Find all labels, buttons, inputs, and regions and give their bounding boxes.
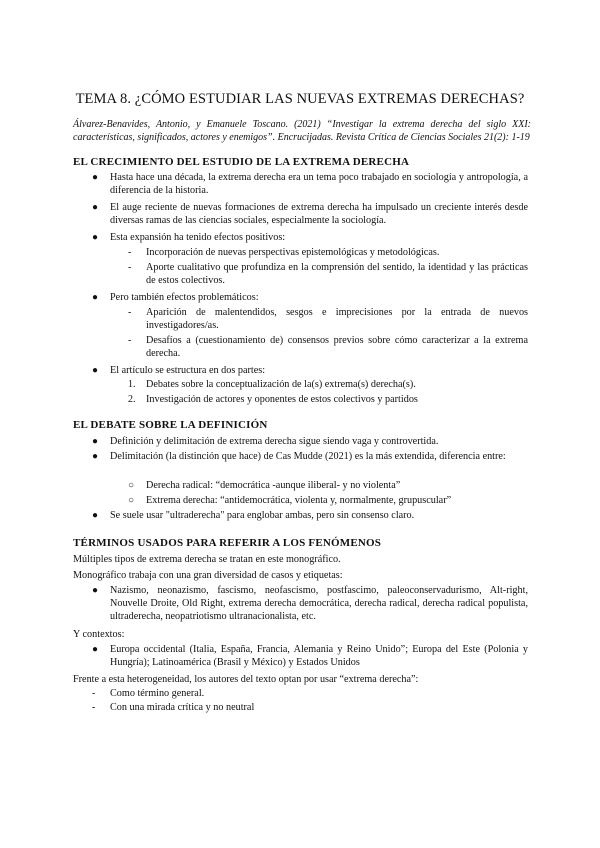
list-item: Con una mirada crítica y no neutral: [110, 702, 255, 713]
circle-bullet-icon: ○: [128, 480, 135, 491]
dash-icon: -: [128, 247, 132, 258]
sub-list-item: Incorporación de nuevas perspectivas epistemológicas y metodológicas.: [146, 247, 440, 258]
list-item: Hasta hace una década, la extrema derecha era un tema poco trabajado en sociología y antropología, a diferencia de la historia.: [110, 172, 528, 196]
section-heading-definicion: EL DEBATE SOBRE LA DEFINICIÓN: [73, 419, 268, 431]
dash-icon: -: [128, 307, 132, 318]
list-item: Se suele usar "ultraderecha" para englobar ambas, pero sin consenso claro.: [110, 510, 415, 521]
paragraph: Y contextos:: [73, 629, 125, 640]
bullet-icon: ●: [92, 510, 99, 521]
sub-list-item: Derecha radical: “democrática -aunque iliberal- y no violenta”: [146, 480, 401, 491]
bullet-icon: ●: [92, 585, 99, 596]
dash-icon: -: [92, 702, 96, 713]
document-title: TEMA 8. ¿CÓMO ESTUDIAR LAS NUEVAS EXTREMAS DERECHAS?: [75, 91, 525, 107]
circle-bullet-icon: ○: [128, 495, 135, 506]
bullet-icon: ●: [92, 202, 99, 213]
sub-list-item: Desafíos a (cuestionamiento de) consensos previos sobre cómo caracterizar a la extrema derecha.: [146, 335, 528, 359]
bullet-icon: ●: [92, 436, 99, 447]
sub-list-item: Aparición de malentendidos, sesgos e imprecisiones por la entrada de nuevos investigadores/as.: [146, 307, 528, 331]
list-item: Nazismo, neonazismo, fascismo, neofascismo, postfascimo, paleoconservadurismo, Alt-right, Nouvelle Droite, Old Right, extrema derecha democrática, derecha radical, derecha radical populista, ultraderecha, neopatriotismo ultranacionalista, etc.: [110, 585, 528, 622]
list-item: Esta expansión ha tenido efectos positivos:: [110, 232, 286, 243]
list-number: 1.: [128, 379, 136, 390]
bullet-icon: ●: [92, 292, 99, 303]
dash-icon: -: [128, 335, 132, 346]
bullet-icon: ●: [92, 232, 99, 243]
list-item: El artículo se estructura en dos partes:: [110, 365, 266, 376]
list-item: Europa occidental (Italia, España, Francia, Alemania y Reino Unido”; Europa del Este (Polonia y Hungría); Latinoamérica (Brasil y México) y Estados Unidos: [110, 644, 528, 668]
list-item: Como término general.: [110, 688, 205, 699]
sub-list-item: Investigación de actores y oponentes de estos colectivos y partidos: [146, 394, 418, 405]
sub-list-item: Aporte cualitativo que profundiza en la comprensión del sentido, la identidad y las prácticas de estos colectivos.: [146, 262, 528, 286]
bullet-icon: ●: [92, 365, 99, 376]
list-item: El auge reciente de nuevas formaciones de extrema derecha ha impulsado un creciente interés desde diversas ramas de las ciencias sociales, especialmente la sociología.: [110, 202, 528, 226]
sub-list-item: Debates sobre la conceptualización de la(s) extrema(s) derecha(s).: [146, 379, 416, 390]
paragraph: Monográfico trabaja con una gran diversidad de casos y etiquetas:: [73, 570, 343, 581]
list-item: Pero también efectos problemáticos:: [110, 292, 259, 303]
section-heading-terminos: TÉRMINOS USADOS PARA REFERIR A LOS FENÓMENOS: [73, 537, 382, 549]
paragraph: Múltiples tipos de extrema derecha se tratan en este monográfico.: [73, 554, 341, 565]
dash-icon: -: [92, 688, 96, 699]
paragraph: Frente a esta heterogeneidad, los autores del texto optan por usar “extrema derecha”:: [73, 674, 419, 685]
list-item: Delimitación (la distinción que hace) de Cas Mudde (2021) es la más extendida, diferencia entre:: [110, 451, 506, 462]
dash-icon: -: [128, 262, 132, 273]
bullet-icon: ●: [92, 451, 99, 462]
section-heading-crecimiento: EL CRECIMIENTO DEL ESTUDIO DE LA EXTREMA DERECHA: [73, 156, 410, 168]
sub-list-item: Extrema derecha: “antidemocrática, violenta y, normalmente, grupuscular”: [146, 495, 452, 506]
citation: Álvarez-Benavides, Antonio, y Emanuele Toscano. (2021) “Investigar la extrema derecha del siglo XXI: características, significados, actores y enemigos”. Encrucijadas. Revista Crítica de Ciencias Sociales 21(2): 1-19: [73, 119, 531, 143]
list-item: Definición y delimitación de extrema derecha sigue siendo vaga y controvertida.: [110, 436, 439, 447]
list-number: 2.: [128, 394, 136, 405]
bullet-icon: ●: [92, 172, 99, 183]
bullet-icon: ●: [92, 644, 99, 655]
